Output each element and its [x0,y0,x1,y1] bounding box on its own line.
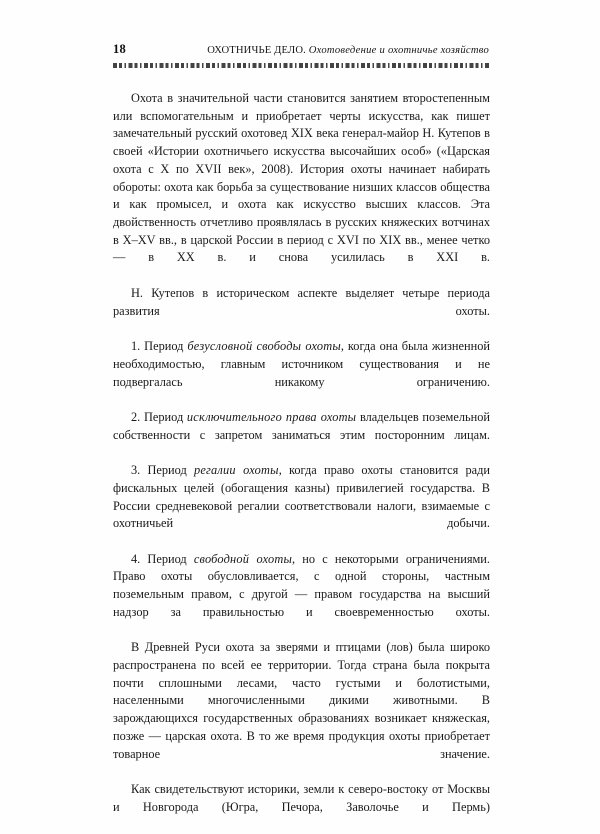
running-head-title [207,45,489,56]
text-run: Н. Кутепов в историческом аспекте выделяет четыре периода развития охоты. [113,285,490,318]
emphasised-term: исключительного права охоты [186,409,357,424]
paragraph [113,338,490,409]
body-text-column [113,90,490,834]
emphasised-term: регалии охоты [193,463,279,478]
text-run: 2. Период [131,409,187,424]
text-run: владельцев поземельной собственности с запретом заниматься этим посторонним лицам. [113,409,490,442]
paragraph [113,90,490,285]
header-decorative-rule [113,63,490,68]
text-run: В Древней Руси охота за зверями и птицами (лов) была широко распространена по всей ее территории. Тогда страна была покрыта почти сплошными лесами, часто густыми и болотистыми, населенными многочисленными дикими животными. В зарождающихся государственных образованиях возникает княжеская, позже — царская охота. В то же время продукция охоты приобретает товарное значение. [113,640,490,761]
text-run: , когда право охоты становится ради фискальных целей (обогащения казны) привилегией государства. В России средневековой регалии соответствовали налоги, взимаемые с охотничьей добычи. [113,463,491,531]
running-head-subtitle: Охотоведение и охотничье хозяйство [308,45,489,56]
paragraph [113,285,490,338]
text-run: Охота в значительной части становится занятием второстепенным или вспомогательным и приобретает черты искусства, как пишет замечательный русский охотовед XIX века генерал-майор Н. Кутепов в своей «Истории охотничьего искусства высочайших особ» («Царская охота с X по XVII век», 2008). История охоты начинает набирать обороты: охота как борьба за существование низших классов общества и как промысел, и охота как искусство высших классов. Эта двойственность отчетливо проявлялась в русских княжеских вотчинах в X–XV вв., в царской России в период с XVI по XIX вв., менее четко — в XX в. и снова усилилась в XXI в. [113,91,490,265]
emphasised-term: безусловной свободы охоты [187,339,341,354]
running-head [113,42,489,60]
paragraph [113,551,490,640]
dashed-rule-pattern [113,63,490,68]
text-run: 3. Период [131,463,194,478]
text-run: 4. Период [131,551,194,566]
text-run: 1. Период [131,339,188,354]
text-run: , когда она была жизненной необходимостью, главным источником существования и не подвергалась никакому ограничению. [113,339,490,389]
emphasised-term: свободной охоты [193,551,293,566]
paragraph [113,781,490,834]
running-head-series: ОХОТНИЧЬЕ ДЕЛО. [207,45,306,56]
text-run: Как свидетельствуют историки, земли к северо-востоку от Москвы и Новгорода (Югра, Печора, Заволочье и Пермь) [113,782,490,814]
paragraph [113,409,490,462]
page-number: 18 [113,42,126,56]
text-run: , но с некоторыми ограничениями. Право охоты обусловливается, с одной стороны, частным поземельным правом, с другой — правом государства на высший надзор за правильностью и своевременностью охоты. [113,551,490,619]
paragraph [113,639,490,781]
paragraph [113,462,490,551]
